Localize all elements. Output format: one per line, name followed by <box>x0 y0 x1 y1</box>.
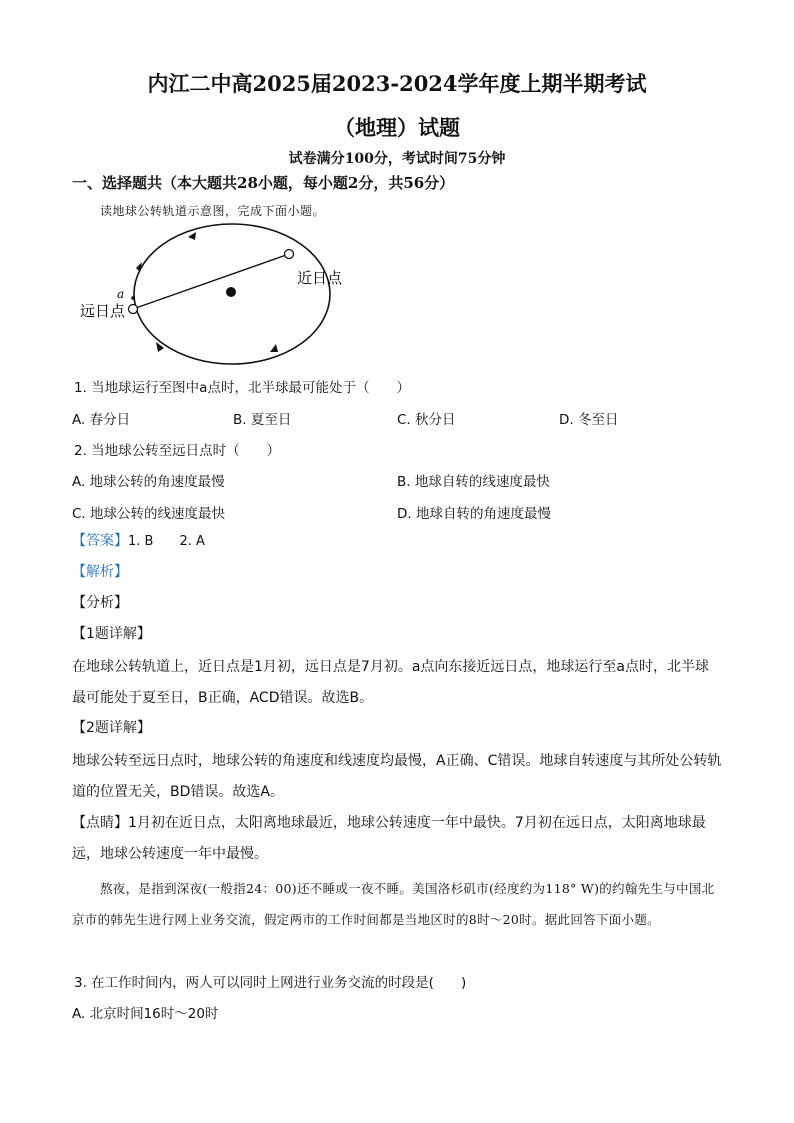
dianjing-tag: 【点睛】 <box>72 815 128 831</box>
detail2-tag: 【2题详解】 <box>72 720 151 736</box>
q1-option-b: B. 夏至日 <box>233 412 292 428</box>
q2-option-d: D. 地球自转的角速度最慢 <box>397 506 551 522</box>
detail1-tag: 【1题详解】 <box>72 626 151 642</box>
q1-option-a: A. 春分日 <box>72 412 131 428</box>
dianjing-para <box>72 808 722 870</box>
answer-line <box>72 526 722 557</box>
arrow-bottom-right-icon <box>270 344 278 352</box>
q3-stem: 3. 在工作时间内，两人可以同时上网进行业务交流的时段是( ) <box>74 975 467 991</box>
orbit-diagram <box>70 220 360 380</box>
group1-intro: 读地球公转轨道示意图，完成下面小题。 <box>100 204 326 218</box>
perihelion-marker <box>285 250 294 259</box>
analysis-tag: 【解析】 <box>72 564 128 580</box>
exam-subject: （地理）试题 <box>334 115 460 140</box>
detail1-text: 在地球公转轨道上，近日点是1月初，远日点是7月初。a点向东接近远日点，地球运行至a点时，北半球最可能处于夏至日，B正确，ACD错误。故选B。 <box>72 659 709 706</box>
q2-option-a: A. 地球公转的角速度最慢 <box>72 474 225 490</box>
q1-option-d: D. 冬至日 <box>559 412 619 428</box>
q1-stem: 1. 当地球运行至图中a点时，北半球最可能处于（ ） <box>74 380 410 396</box>
point-a-marker <box>131 296 135 300</box>
q2-option-c: C. 地球公转的线速度最快 <box>72 506 226 522</box>
exam-title: 内江二中高2025届2023-2024学年度上期半期考试 <box>147 71 647 96</box>
label-a: a <box>117 287 125 301</box>
group2-intro: 熬夜，是指到深夜(一般指24：00)还不睡或一夜不睡。美国洛杉矶市(经度约为118° W)的约翰先生与中国北京市的韩先生进行网上业务交流，假定两市的工作时间都是当地区时的8时～20时。据此回答下面小题。 <box>72 881 715 927</box>
q3-option-a: A. 北京时间16时～20时 <box>72 1006 219 1022</box>
label-perihelion: 近日点 <box>297 269 343 287</box>
q2-stem: 2. 当地球公转至远日点时（ ） <box>74 443 281 459</box>
label-aphelion: 远日点 <box>80 302 126 320</box>
apsis-line <box>133 254 289 309</box>
q2-option-b: B. 地球自转的线速度最快 <box>397 474 550 490</box>
answer-text: 1. B 2. A <box>128 534 205 549</box>
detail2-text: 地球公转至远日点时，地球公转的角速度和线速度均最慢，A正确、C错误。地球自转速度与其所处公转轨道的位置无关，BD错误。故选A。 <box>72 753 722 800</box>
section-heading: 一、选择题共（本大题共28小题，每小题2分，共56分） <box>72 174 455 192</box>
aphelion-marker <box>129 305 138 314</box>
dianjing-text: 1月初在近日点，太阳离地球最近，地球公转速度一年中最快。7月初在远日点，太阳离地球最远，地球公转速度一年中最慢。 <box>72 815 706 862</box>
sun-icon <box>226 287 236 297</box>
exam-info: 试卷满分100分，考试时间75分钟 <box>288 151 506 167</box>
fenxi-tag: 【分析】 <box>72 595 128 611</box>
arrow-top-icon <box>188 232 196 240</box>
q1-option-c: C. 秋分日 <box>397 412 456 428</box>
answer-tag: 【答案】 <box>72 533 128 549</box>
